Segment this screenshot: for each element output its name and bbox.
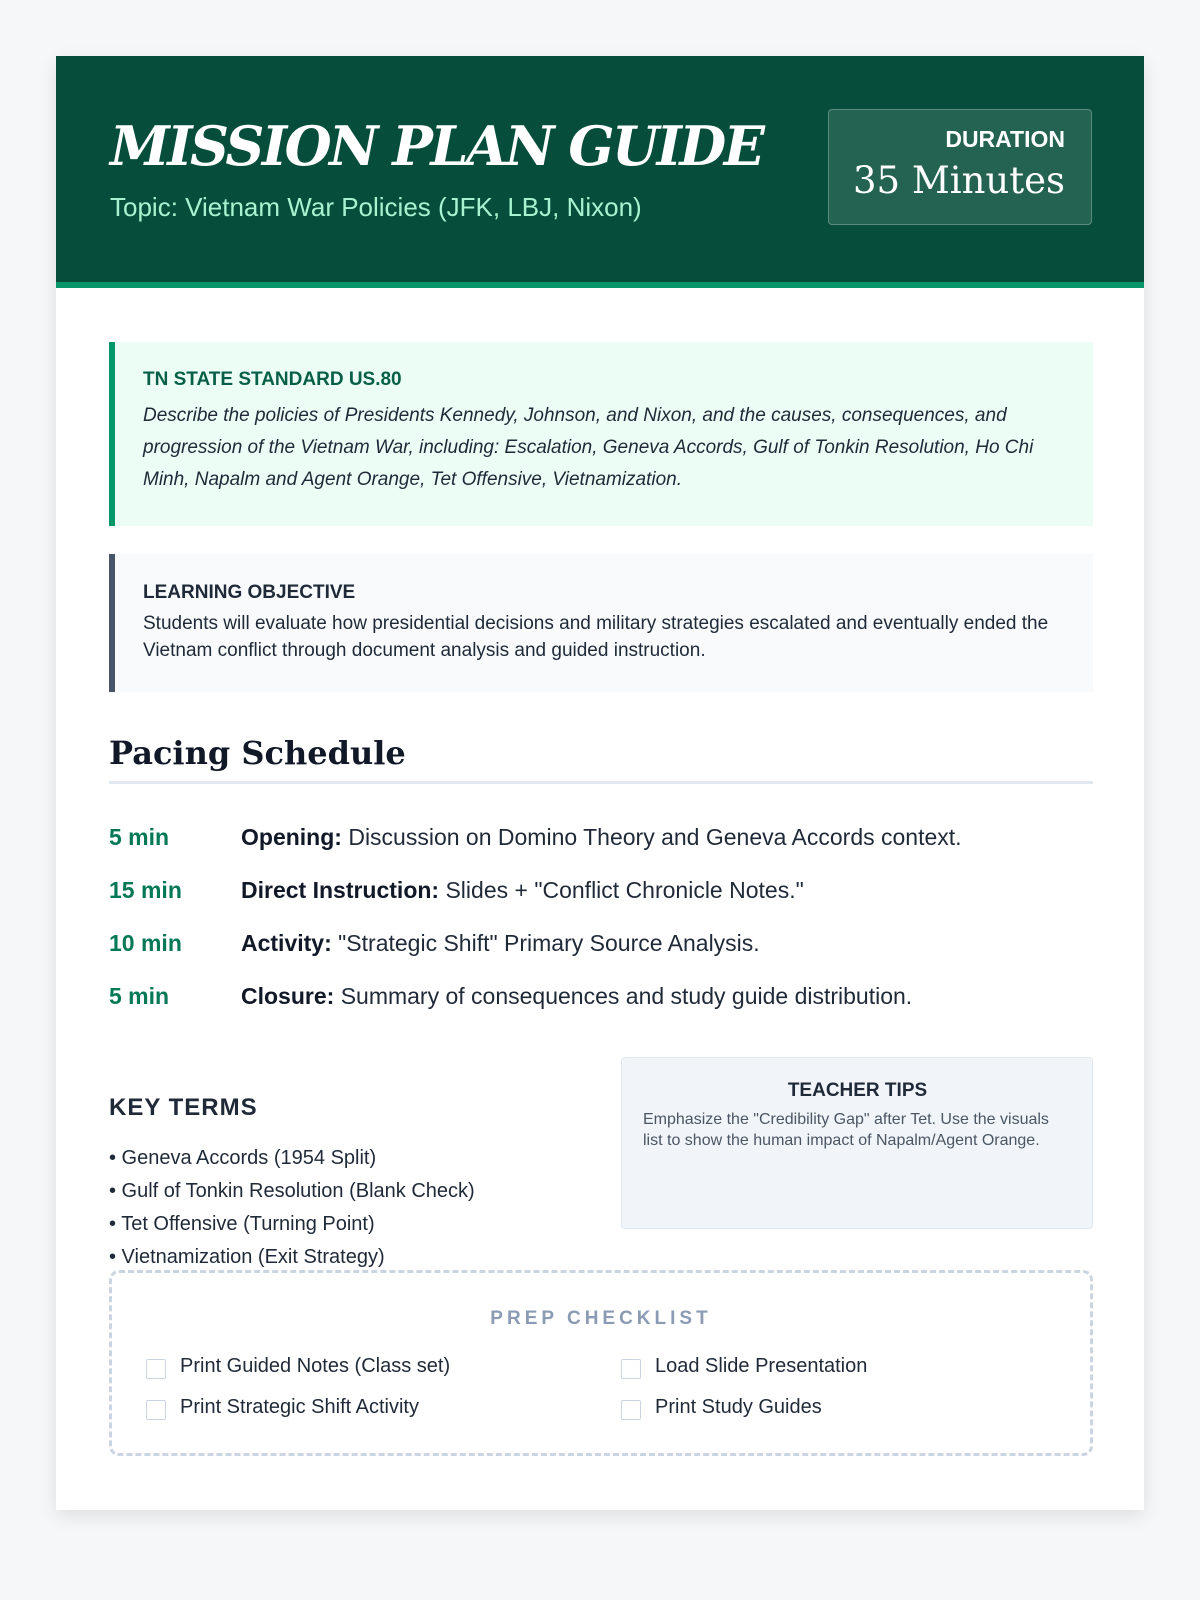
- pacing-text: "Strategic Shift" Primary Source Analysis.: [338, 930, 760, 956]
- key-terms-list: [109, 1142, 475, 1274]
- pacing-description: [241, 983, 912, 1010]
- checklist-item-label: Print Guided Notes (Class set): [180, 1355, 451, 1377]
- page-title: MISSION PLAN GUIDE: [110, 114, 763, 178]
- standard-label: TN STATE STANDARD US.80: [143, 369, 402, 390]
- pacing-text: Summary of consequences and study guide distribution.: [340, 983, 913, 1009]
- pacing-row-direct-instruction: [109, 877, 1093, 917]
- pacing-label: Direct Instruction:: [241, 877, 440, 903]
- checkbox[interactable]: [621, 1400, 641, 1420]
- pacing-row-closure: [109, 983, 1093, 1023]
- checklist-item-label: Print Strategic Shift Activity: [180, 1396, 419, 1418]
- objective-text: Students will evaluate how presidential decisions and military strategies escalated and eventually ended the Vietnam conflict through document analysis and guided instruction.: [143, 613, 1049, 661]
- checklist-item-label: Print Study Guides: [655, 1396, 822, 1418]
- checkbox[interactable]: [146, 1359, 166, 1379]
- checklist-item-label: Load Slide Presentation: [655, 1355, 868, 1377]
- pacing-label: Closure:: [241, 983, 335, 1009]
- learning-objective-box: [109, 554, 1093, 692]
- standard-text: Describe the policies of Presidents Kennedy, Johnson, and Nixon, and the causes, consequences, and progression of the Vietnam War, including: Escalation, Geneva Accords, Gulf of Tonkin Resolution, Ho Chi Minh, Napalm and Agent Orange, Tet Offensive, Vietnamization.: [143, 405, 1034, 490]
- prep-checklist: [109, 1270, 1093, 1456]
- teacher-tips-label: TEACHER TIPS: [787, 1080, 928, 1101]
- checkbox[interactable]: [146, 1400, 166, 1420]
- topic-subtitle: Topic: Vietnam War Policies (JFK, LBJ, Nixon): [110, 192, 642, 222]
- teacher-tips-text: Emphasize the "Credibility Gap" after Tet. Use the visuals list to show the human impact of Napalm/Agent Orange.: [643, 1111, 1049, 1149]
- duration-value: 35 Minutes: [853, 159, 1065, 202]
- pacing-row-opening: [109, 824, 1093, 864]
- pacing-description: [241, 824, 962, 851]
- key-term-item: • Geneva Accords (1954 Split): [109, 1147, 377, 1169]
- state-standard-box: [109, 342, 1093, 526]
- key-term-item: • Tet Offensive (Turning Point): [109, 1213, 375, 1235]
- header-banner: [56, 56, 1144, 288]
- lesson-plan-page: [56, 56, 1144, 1510]
- pacing-row-activity: [109, 930, 1093, 970]
- pacing-schedule-heading: Pacing Schedule: [109, 734, 1093, 784]
- pacing-time: 10 min: [109, 930, 182, 956]
- pacing-label: Opening:: [241, 824, 342, 850]
- pacing-time: 5 min: [109, 824, 170, 850]
- duration-box: [828, 109, 1092, 225]
- checklist-heading: PREP CHECKLIST: [490, 1308, 712, 1329]
- checkbox[interactable]: [621, 1359, 641, 1379]
- duration-label: DURATION: [945, 126, 1065, 152]
- pacing-text: Slides + "Conflict Chronicle Notes.": [445, 877, 804, 903]
- pacing-text: Discussion on Domino Theory and Geneva Accords context.: [348, 824, 962, 850]
- pacing-description: [241, 930, 760, 957]
- key-term-item: • Gulf of Tonkin Resolution (Blank Check): [109, 1180, 475, 1202]
- pacing-time: 5 min: [109, 983, 170, 1009]
- pacing-label: Activity:: [241, 930, 332, 956]
- key-term-item: • Vietnamization (Exit Strategy): [109, 1246, 385, 1268]
- key-terms-heading: KEY TERMS: [109, 1094, 258, 1121]
- pacing-description: [241, 877, 804, 904]
- teacher-tips-box: [621, 1057, 1093, 1229]
- objective-label: LEARNING OBJECTIVE: [143, 582, 356, 603]
- pacing-time: 15 min: [109, 877, 182, 903]
